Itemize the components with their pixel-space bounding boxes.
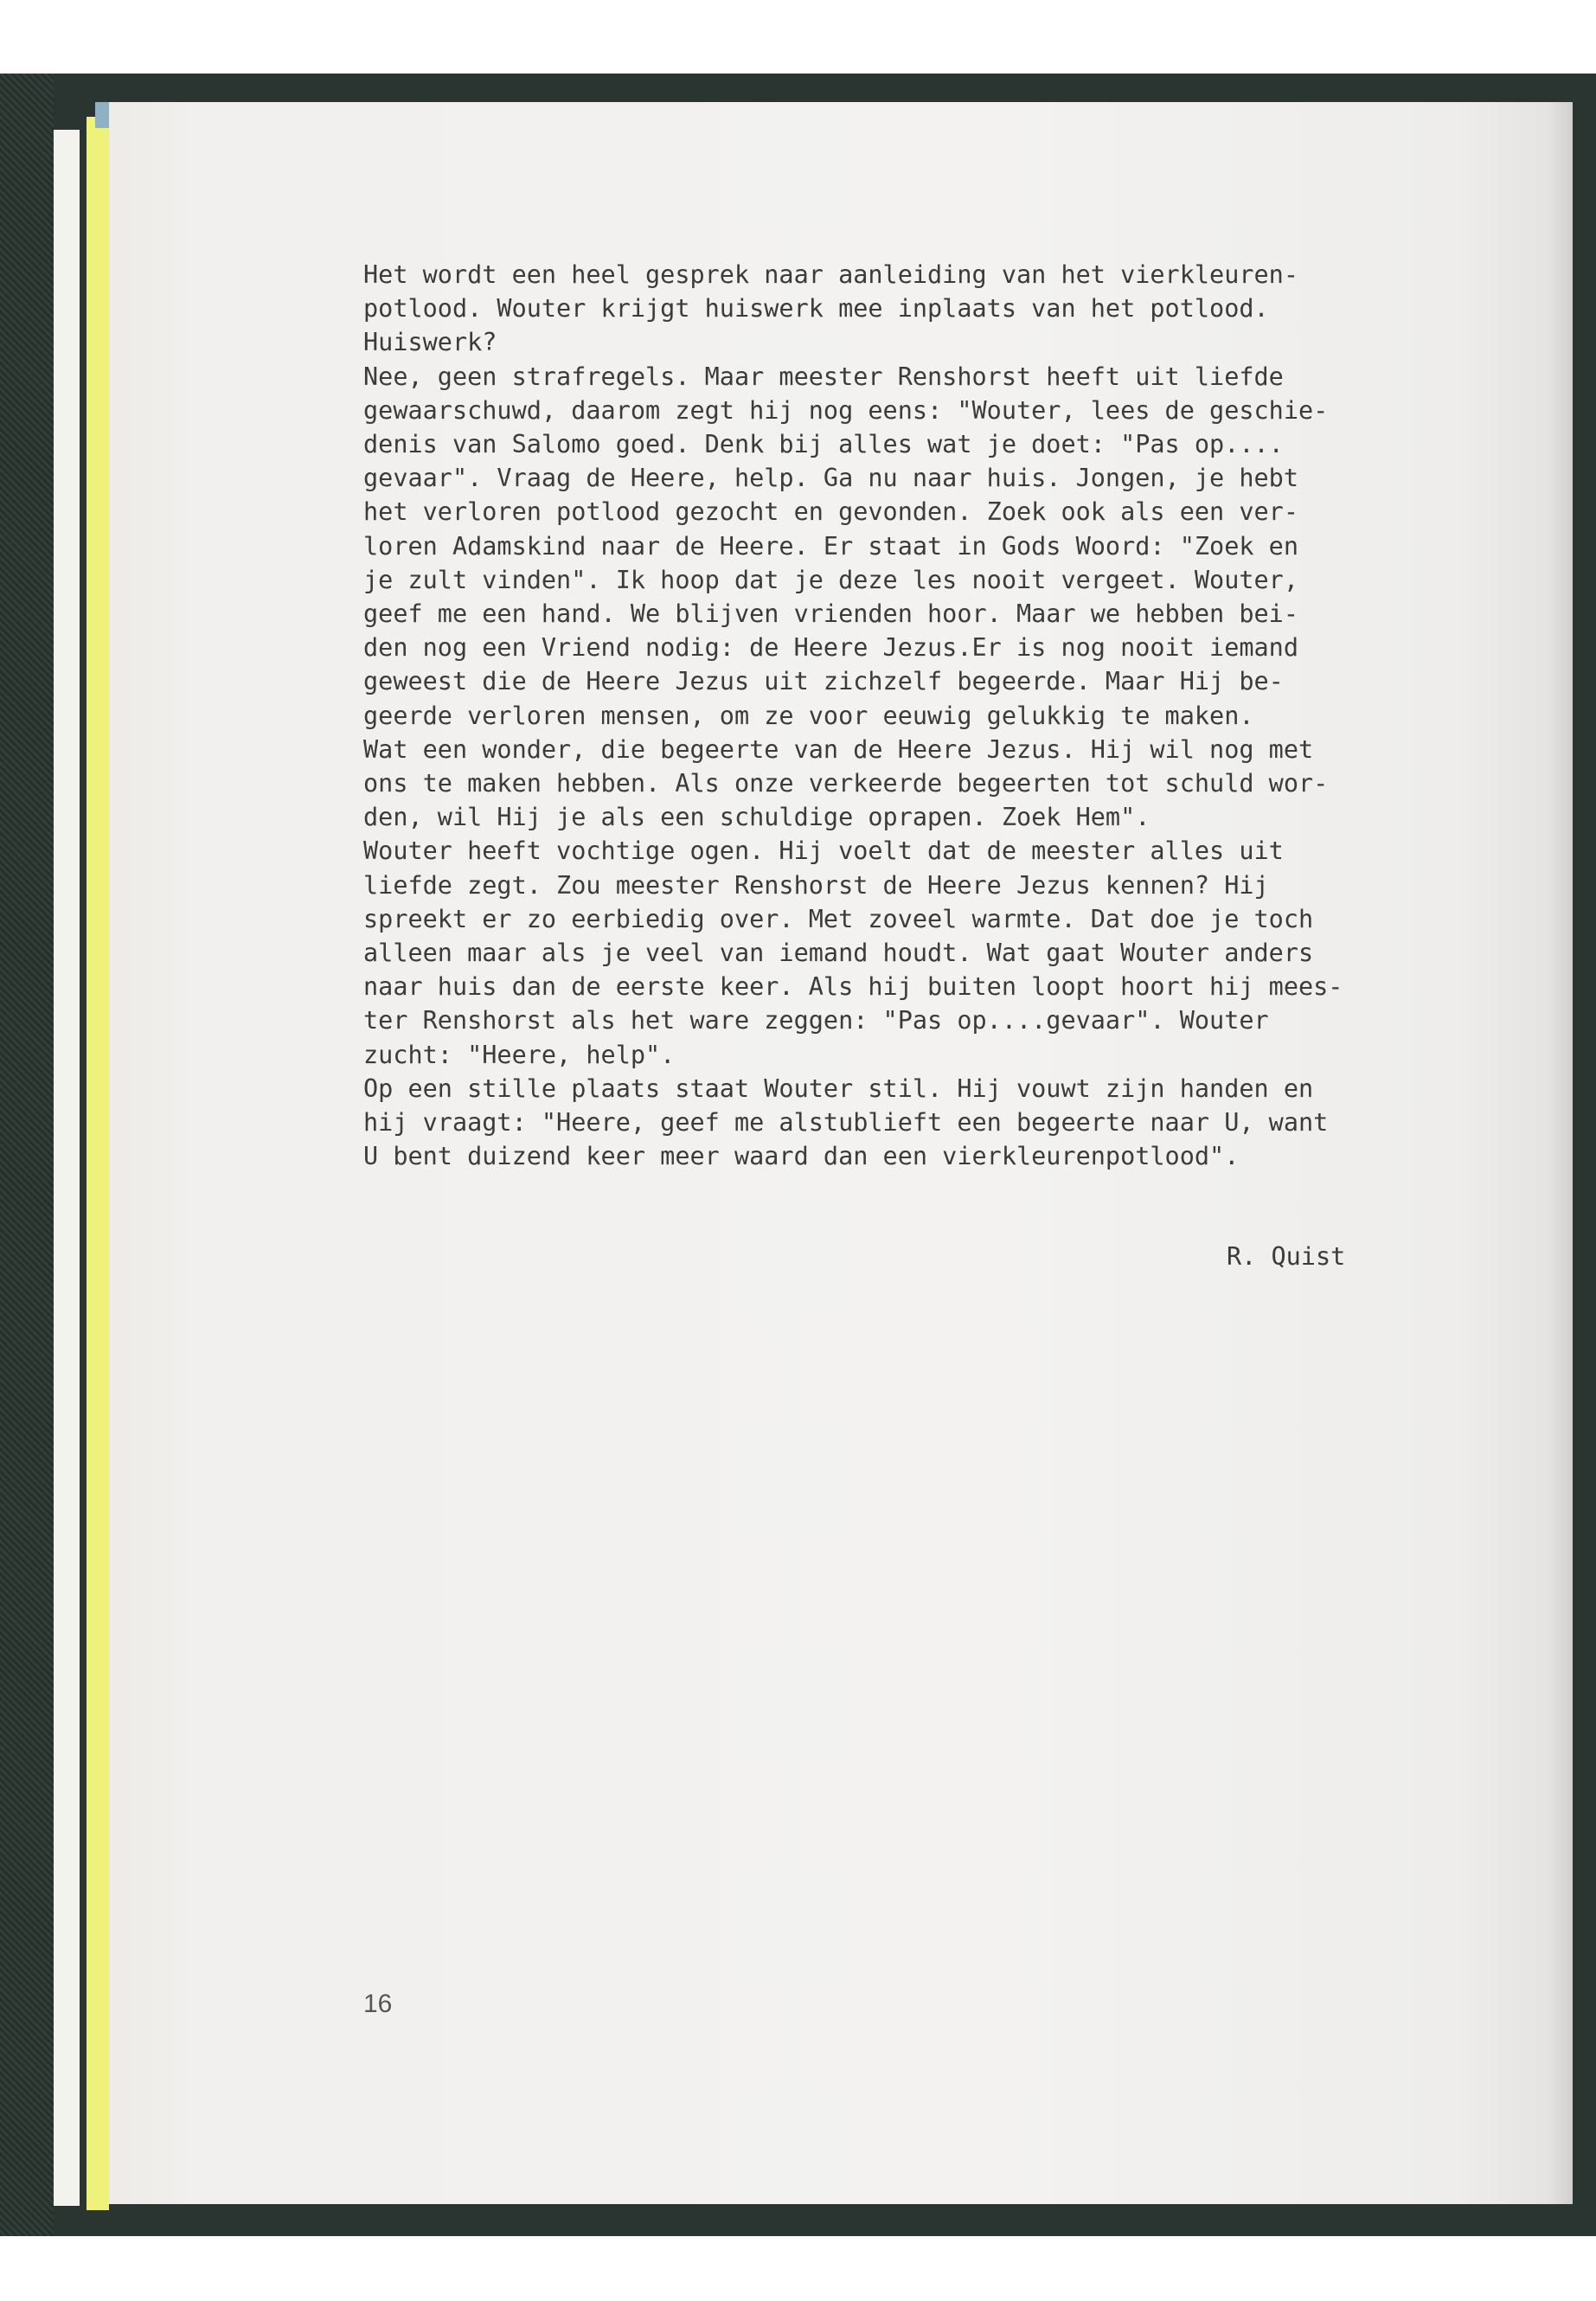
text-line: geerde verloren mensen, om ze voor eeuwig gelukkig te maken. <box>363 701 1254 730</box>
body-text <box>363 258 1514 1173</box>
text-line: Nee, geen strafregels. Maar meester Renshorst heeft uit liefde <box>363 362 1284 391</box>
text-line: den, wil Hij je als een schuldige oprapen. Zoek Hem". <box>363 803 1151 832</box>
text-line: naar huis dan de eerste keer. Als hij buiten loopt hoort hij mees- <box>363 972 1343 1002</box>
text-line: het verloren potlood gezocht en gevonden. Zoek ook als een ver- <box>363 497 1298 527</box>
text-line: ons te maken hebben. Als onze verkeerde begeerten tot schuld wor- <box>363 769 1329 798</box>
text-line: geweest die de Heere Jezus uit zichzelf begeerde. Maar Hij be- <box>363 667 1284 696</box>
text-line: potlood. Wouter krijgt huiswerk mee inplaats van het potlood. <box>363 294 1269 324</box>
yellow-page-edge <box>87 117 109 2210</box>
text-line: denis van Salomo goed. Denk bij alles wat je doet: "Pas op.... <box>363 430 1284 459</box>
text-line: Wat een wonder, die begeerte van de Heere Jezus. Hij wil nog met <box>363 734 1314 764</box>
text-line: alleen maar als je veel van iemand houdt. Wat gaat Wouter anders <box>363 939 1314 968</box>
text-line: Wouter heeft vochtige ogen. Hij voelt dat de meester alles uit <box>363 836 1284 866</box>
text-line: Huiswerk? <box>363 328 497 357</box>
text-line: gevaar". Vraag de Heere, help. Ga nu naar huis. Jongen, je hebt <box>363 464 1298 493</box>
text-line: ter Renshorst als het ware zeggen: "Pas op....gevaar". Wouter <box>363 1006 1269 1035</box>
book-cover-cloth <box>0 74 54 2236</box>
page-stack-edge <box>54 130 80 2206</box>
page-gutter-shadow <box>1548 102 1573 2204</box>
text-line: gewaarschuwd, daarom zegt hij nog eens: "Wouter, lees de geschie- <box>363 395 1329 425</box>
text-line: hij vraagt: "Heere, geef me alstublieft een begeerte naar U, want <box>363 1108 1329 1138</box>
text-line: spreekt er zo eerbiedig over. Met zoveel warmte. Dat doe je toch <box>363 904 1314 933</box>
author-signature: R. Quist <box>1227 1242 1346 1271</box>
text-line: Op een stille plaats staat Wouter stil. Hij vouwt zijn handen en <box>363 1074 1314 1103</box>
text-line: Het wordt een heel gesprek naar aanleiding van het vierkleuren- <box>363 260 1298 289</box>
text-line: den nog een Vriend nodig: de Heere Jezus.Er is nog nooit iemand <box>363 633 1298 663</box>
blue-page-edge <box>95 102 109 128</box>
text-line: zucht: "Heere, help". <box>363 1040 676 1069</box>
page-number: 16 <box>363 1990 393 2018</box>
text-line: U bent duizend keer meer waard dan een vierkleurenpotlood". <box>363 1142 1240 1171</box>
text-line: loren Adamskind naar de Heere. Er staat in Gods Woord: "Zoek en <box>363 531 1298 561</box>
text-line: je zult vinden". Ik hoop dat je deze les nooit vergeet. Wouter, <box>363 565 1298 594</box>
text-line: geef me een hand. We blijven vrienden hoor. Maar we hebben bei- <box>363 599 1298 629</box>
text-line: liefde zegt. Zou meester Renshorst de Heere Jezus kennen? Hij <box>363 870 1269 900</box>
